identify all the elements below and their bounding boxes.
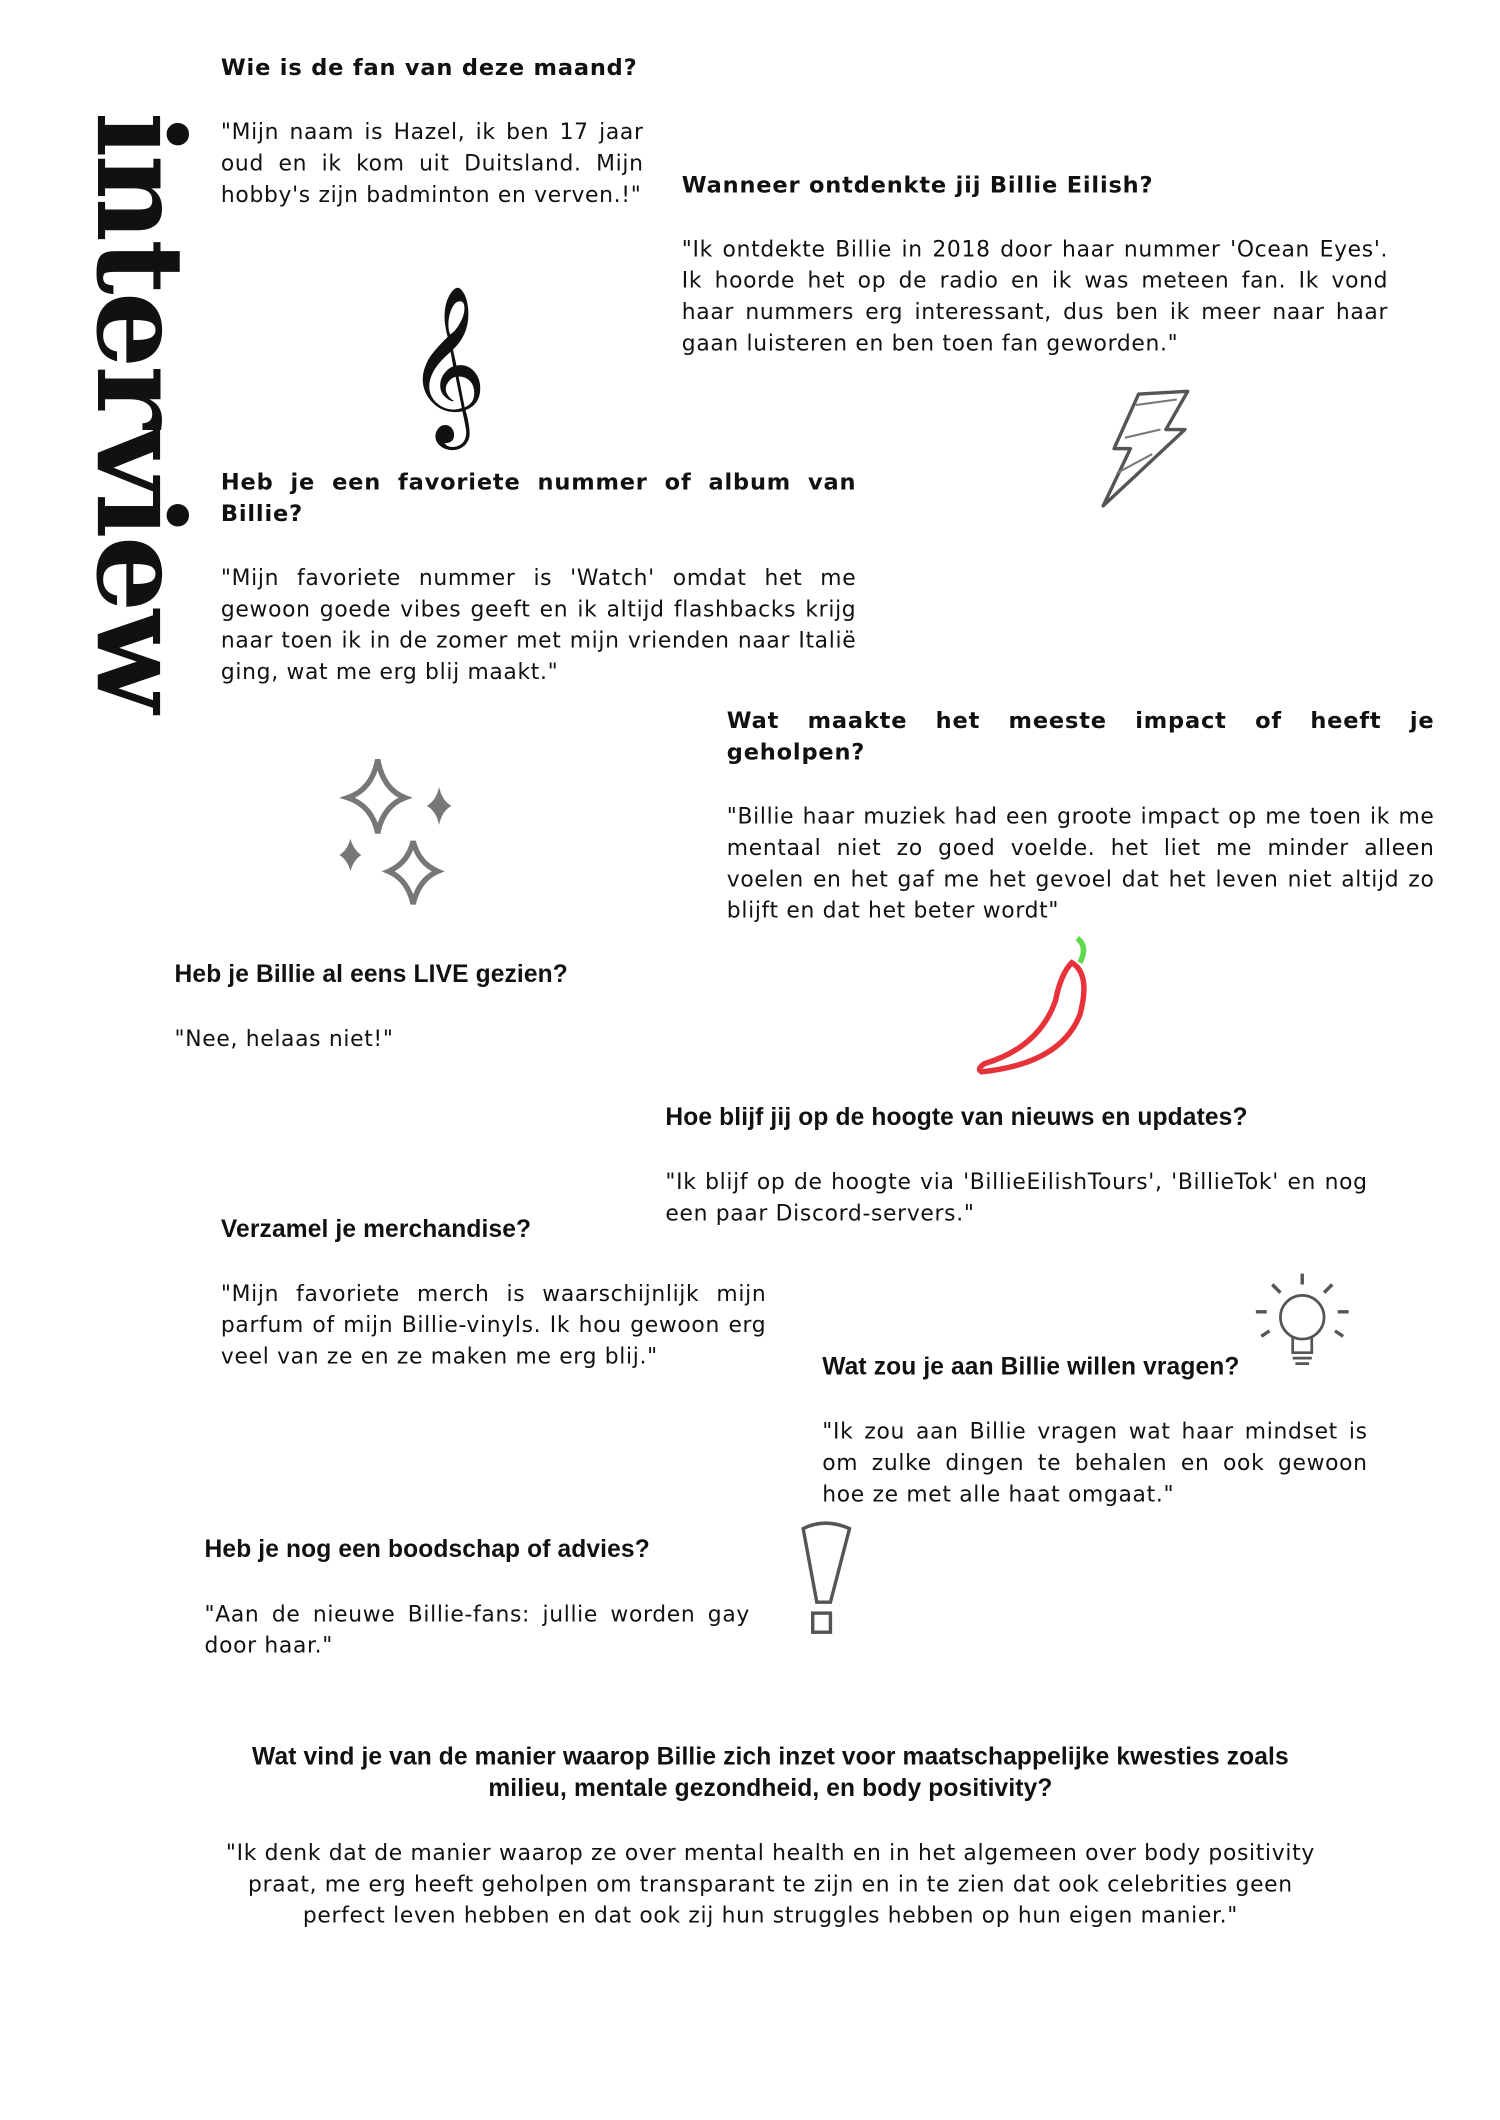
answer: "Billie haar muziek had een groote impact op me toen ik me mentaal niet zo goed voelde. het liet me minder alleen voelen en het gaf me het gevoel dat het leven niet altijd zo blijft en dat het beter wordt" bbox=[726, 803, 1435, 924]
question: Heb je nog een boodschap of advies? bbox=[204, 1535, 650, 1563]
section-advice bbox=[205, 1534, 750, 1661]
answer: "Ik ontdekte Billie in 2018 door haar nummer 'Ocean Eyes'. Ik hoorde het op de radio en ik was meteen fan. Ik vond haar nummers erg interessant, dus ben ik meer naar haar gaan luisteren en ben toen fan geworden." bbox=[681, 235, 1389, 356]
answer: "Mijn favoriete nummer is 'Watch' omdat het me gewoon goede vibes geeft en ik altijd flashbacks krijg naar toen ik in de zomer met mijn vrienden naar Italië ging, wat me erg blij maakt." bbox=[220, 564, 857, 685]
answer: "Mijn favoriete merch is waarschijnlijk mijn parfum of mijn Billie-vinyls. Ik hou gewoon erg veel van ze en ze maken me erg blij." bbox=[220, 1280, 767, 1370]
question: Wat zou je aan Billie willen vragen? bbox=[822, 1352, 1240, 1380]
section-social-issues bbox=[218, 1741, 1323, 1931]
section-updates bbox=[665, 1102, 1367, 1229]
section-fan-of-month bbox=[221, 52, 644, 210]
lightbulb-icon bbox=[1248, 1268, 1357, 1377]
question: Wat vind je van de manier waarop Billie zich inzet voor maatschappelijke kwesties zoals milieu, mentale gezondheid, en body positivity? bbox=[252, 1742, 1289, 1802]
section-live bbox=[175, 959, 645, 1054]
question: Wanneer ontdenkte jij Billie Eilish? bbox=[681, 171, 1154, 198]
section-impact bbox=[727, 705, 1435, 926]
section-merch bbox=[221, 1214, 766, 1372]
treble-clef-icon: 𝄞 bbox=[406, 283, 487, 444]
question: Heb je Billie al eens LIVE gezien? bbox=[174, 959, 568, 988]
question: Heb je een favoriete nummer of album van Billie? bbox=[220, 469, 857, 527]
page-title: interview bbox=[69, 111, 212, 711]
question: Hoe blijf jij op de hoogte van nieuws en updates? bbox=[665, 1103, 1248, 1131]
question: Wat maakte het meeste impact of heeft je geholpen? bbox=[726, 707, 1435, 765]
answer: "Ik denk dat de manier waarop ze over mental health en in het algemeen over body positivity praat, me erg heeft geholpen om transparant te zijn en in te zien dat ook celebrities geen perfect leven hebben en dat ook zij hun struggles hebben op hun eigen manier." bbox=[225, 1839, 1315, 1929]
chili-pepper-icon bbox=[971, 933, 1096, 1080]
answer: "Ik blijf op de hoogte via 'BillieEilishTours', 'BillieTok' en nog een paar Discord-servers." bbox=[665, 1168, 1368, 1226]
answer: "Ik zou aan Billie vragen wat haar mindset is om zulke dingen te behalen en ook gewoon hoe ze met alle haat omgaat." bbox=[822, 1418, 1368, 1507]
answer: "Mijn naam is Hazel, ik ben 17 jaar oud en ik kom uit Duitsland. Mijn hobby's zijn badminton en verven.!" bbox=[220, 118, 644, 208]
section-discovery bbox=[682, 169, 1388, 359]
section-favorite-song bbox=[221, 466, 856, 687]
lightning-icon bbox=[1098, 389, 1196, 512]
question: Verzamel je merchandise? bbox=[220, 1214, 532, 1243]
exclamation-icon bbox=[795, 1518, 856, 1641]
question: Wie is de fan van deze maand? bbox=[220, 54, 638, 81]
answer: "Aan de nieuwe Billie-fans: jullie worden gay door haar." bbox=[204, 1600, 750, 1659]
answer: "Nee, helaas niet!" bbox=[174, 1025, 394, 1052]
sparkles-icon bbox=[334, 754, 459, 911]
